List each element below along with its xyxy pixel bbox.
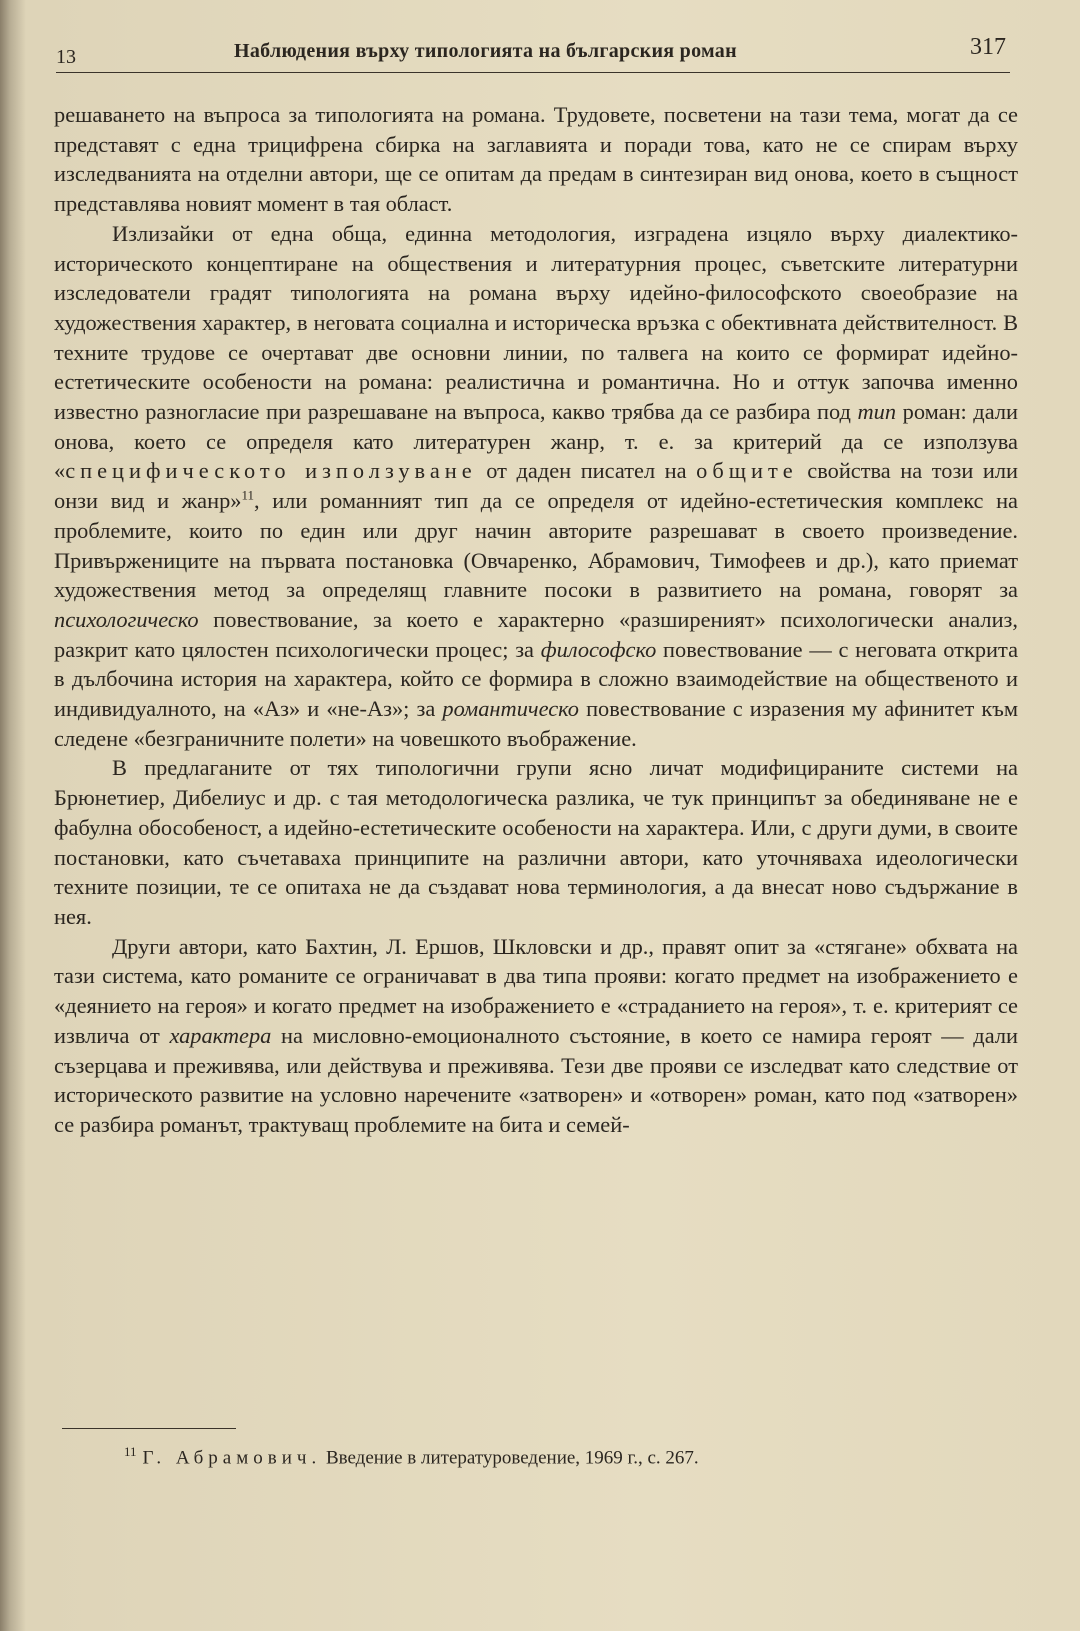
text-run: на мисловно-емоционалното състояние, в което се намира героят — дали съзерцава и преживява, или действува и преживява. Тези две прояви се изследват като следствие от историческото развитие на условно наречените «затворен» и «отворен» роман, като под «затворен» се разбира романът, трактуващ проблемите на бита и семей- [54,1022,1018,1137]
running-header [56,28,1010,73]
footnote [124,1440,984,1470]
footnote-author: Г. Абрамович. [142,1447,322,1469]
body-text [54,100,1018,1140]
text-run: , или романният тип да се определя от идейно-естетическия комплекс на проблемите, които по един или друг начин авторите разрешават в своето произведение. Привържениците на първата постановка (Овчаренко, Абрамович, Тимофеев и др.), като приемат художествения метод за определящ главните посоки в развитието на романа, говорят за [54,488,1018,603]
emphasis: романтическо [442,696,579,722]
text-run: свойства на този или онзи вид и жанр» [54,458,1018,514]
text-run: повествование — с неговата открита в дълбочина история на характера, който се формира в сложно взаимодействие на общественото и индивидуалното, на «Аз» и «не-Аз»; за [54,636,1019,722]
emphasis: характера [169,1022,272,1048]
text-run: повествование, за което е характерно «разширеният» психологически анализ, разкрит като цялостен психологически процес; за [54,606,1018,662]
footnote-divider [62,1428,236,1429]
paragraph-4 [54,932,1018,1140]
footnote-reference[interactable]: 11 [241,487,255,503]
paragraph-3: В предлаганите от тях типологични групи ясно личат модифицираните системи на Брюнетиер, Дибелиус и др. с тая методологическа разлика, че тук принципът за обединяване не е фабулна обособеност, а идейно-естетическите особености на характера. Или, с други думи, в своите постановки, като съчетаваха принципите на различни автори, като уточняваха идеологически техните позиции, те се опитаха не да създават нова терминология, а да внесат ново съдържание в нея. [54,755,1018,929]
spaced-emphasis: специфическото използуване [65,458,477,484]
text-run: Други автори, като Бахтин, Л. Ершов, Шкловски и др., правят опит за «стягане» обхвата на тази система, като романите се ограничават в два типа прояви: когато предмет на изображението е «деянието на героя» и когато предмет на изображението е «страданието на героя», т. е. критерият се извлича от [54,933,1018,1048]
footnote-text: Введение в литературоведение, 1969 г., с. 267. [325,1447,699,1469]
text-run: от даден писател на [476,458,697,484]
page-number: 317 [970,34,1006,60]
emphasis: тип [857,399,897,425]
text-run: повествование с изразения му афинитет към следене «безграничните полети» на човешкото въображение. [54,696,1018,751]
paragraph-2 [54,219,1018,754]
paragraph-1: решаването на въпроса за типологията на романа. Трудовете, посветени на тази тема, могат да се представят с една трицифрена сбирка на заглавията и поради това, като не се спирам върху изследванията на отделни автори, ще се опитам да предам в синтезиран вид онова, което в същност представлява новият момент в тая област. [54,102,1018,217]
running-title: Наблюдения върху типологията на българския роман [234,40,737,62]
emphasis: психологическо [54,606,199,632]
spaced-emphasis: общите [696,458,798,484]
text-run: Излизайки от една обща, единна методология, изградена изцяло върху диалектико-историческото концептиране на обществения и литературния процес, съветските литературни изследователи градят типологията на романа върху идейно-философското своеобразие на художествения характер, в неговата социална и историческа връзка с обективната действителност. В техните трудове се очертават две основни линии, по талвега на които се формират идейно-естетическите особености на романа: реалистична и романтична. Но и оттук започва именно известно разногласие при разрешаване на въпроса, какво трябва да се разбира под [54,220,1018,425]
footnote-mark: 11 [124,1444,137,1459]
text-run: роман: дали онова, което се определя като литературен жанр, т. е. за критерий да се използува « [54,399,1018,484]
emphasis: философско [540,636,657,662]
chapter-number: 13 [56,46,76,68]
